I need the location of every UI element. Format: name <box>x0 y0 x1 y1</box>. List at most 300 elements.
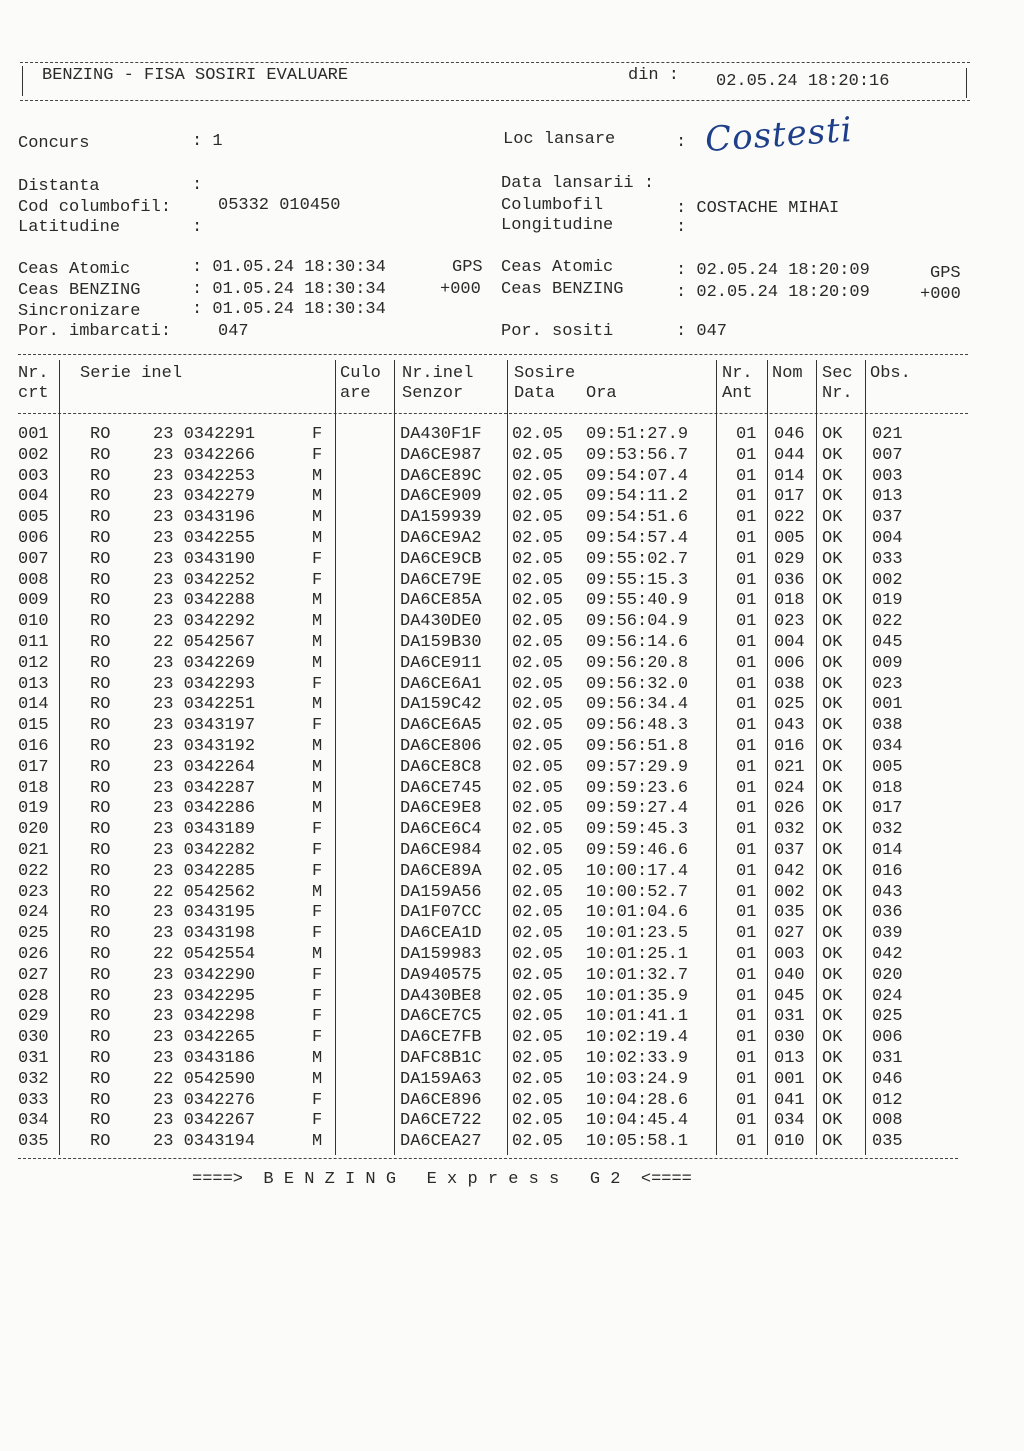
cell-sec-nr: OK <box>822 882 843 902</box>
cell-obs: 008 <box>872 1111 903 1131</box>
cell-nr-ant: 01 <box>736 778 757 798</box>
cell-arrival-date: 02.05 <box>512 445 564 465</box>
cell-nom: 035 <box>774 903 805 923</box>
cell-nom: 018 <box>774 591 805 611</box>
cell-nr-crt: 021 <box>18 841 49 860</box>
cell-ring-serial: 22 0542567 <box>153 633 256 652</box>
loc-lansare-handwritten: Costesti <box>703 109 854 161</box>
table-row <box>0 675 1024 696</box>
cell-sensor-id: DA6CE9E8 <box>400 799 482 819</box>
cell-nom: 041 <box>774 1090 805 1110</box>
cell-nr-crt: 022 <box>18 861 49 881</box>
cell-arrival-date: 02.05 <box>512 1090 564 1110</box>
cell-arrival-time: 09:59:27.4 <box>586 799 689 819</box>
cell-nr-ant: 01 <box>736 965 757 985</box>
cell-sensor-id: DA6CE911 <box>400 653 482 673</box>
cell-arrival-date: 02.05 <box>512 1028 564 1048</box>
cell-ring-serial: 23 0343192 <box>153 737 256 756</box>
cell-nr-ant: 01 <box>736 445 757 465</box>
cell-arrival-date: 02.05 <box>512 1111 564 1131</box>
cell-obs: 022 <box>872 612 903 632</box>
cell-obs: 024 <box>872 986 903 1006</box>
cell-sex: M <box>312 591 323 611</box>
cell-nr-crt: 020 <box>18 820 49 840</box>
cell-arrival-date: 02.05 <box>512 466 564 486</box>
cod-columbofil-value: 05332 010450 <box>218 196 341 215</box>
cell-nr-ant: 01 <box>736 945 757 964</box>
cell-nr-crt: 012 <box>18 653 49 673</box>
cell-sec-nr: OK <box>822 466 843 486</box>
cell-sensor-id: DA430DE0 <box>400 612 482 632</box>
cell-ring-serial: 23 0342255 <box>153 529 256 548</box>
cell-obs: 014 <box>872 841 903 860</box>
cell-sec-nr: OK <box>822 799 843 819</box>
sositi-value: : 047 <box>676 322 728 341</box>
cell-sec-nr: OK <box>822 487 843 507</box>
cell-nom: 029 <box>774 549 805 569</box>
cell-sex: M <box>312 1069 323 1089</box>
cell-ring-serial: 23 0343197 <box>153 716 256 736</box>
cell-sensor-id: DA159A63 <box>400 1069 482 1089</box>
cell-arrival-time: 09:56:20.8 <box>586 653 689 673</box>
cell-ring-serial: 22 0542590 <box>153 1069 256 1089</box>
cell-sensor-id: DA1F07CC <box>400 903 482 923</box>
latitudine-value: : <box>192 218 203 237</box>
cell-nr-ant: 01 <box>736 549 757 569</box>
cell-nr-crt: 030 <box>18 1028 49 1048</box>
cell-nr-crt: 033 <box>18 1090 49 1110</box>
cell-arrival-time: 09:53:56.7 <box>586 445 689 465</box>
th-nom: Nom <box>772 364 803 383</box>
cell-nr-crt: 013 <box>18 674 49 694</box>
cell-sex: M <box>312 466 323 486</box>
cell-country: RO <box>90 986 111 1006</box>
cell-ring-serial: 23 0342292 <box>153 612 256 632</box>
cell-arrival-time: 09:56:14.6 <box>586 633 689 652</box>
cell-nr-ant: 01 <box>736 591 757 611</box>
cell-arrival-time: 10:03:24.9 <box>586 1069 689 1089</box>
cell-obs: 042 <box>872 945 903 964</box>
cell-arrival-date: 02.05 <box>512 508 564 528</box>
cell-ring-serial: 23 0342267 <box>153 1111 256 1131</box>
cell-sec-nr: OK <box>822 674 843 694</box>
cell-nom: 024 <box>774 778 805 798</box>
cell-sec-nr: OK <box>822 1132 843 1152</box>
cell-sensor-id: DA6CE6A1 <box>400 674 482 694</box>
cell-country: RO <box>90 882 111 902</box>
cell-sec-nr: OK <box>822 529 843 548</box>
cell-sensor-id: DA159B30 <box>400 633 482 652</box>
cell-nr-crt: 017 <box>18 757 49 777</box>
th-culo: Culo <box>340 364 381 383</box>
cell-sex: M <box>312 799 323 819</box>
gps-label-2: GPS <box>930 264 961 283</box>
cell-nr-ant: 01 <box>736 861 757 881</box>
cell-obs: 006 <box>872 1028 903 1048</box>
loc-lansare-sep: : <box>676 133 687 152</box>
cell-obs: 021 <box>872 425 903 444</box>
cell-nr-crt: 029 <box>18 1007 49 1027</box>
cell-sex: M <box>312 737 323 756</box>
cell-sec-nr: OK <box>822 924 843 944</box>
imbarcati-value: 047 <box>218 322 249 341</box>
cell-arrival-time: 09:55:02.7 <box>586 549 689 569</box>
table-row <box>0 695 1024 716</box>
cell-nr-ant: 01 <box>736 799 757 819</box>
table-top-border <box>18 354 968 355</box>
cell-nr-ant: 01 <box>736 487 757 507</box>
cell-obs: 032 <box>872 820 903 840</box>
cell-nr-crt: 024 <box>18 903 49 923</box>
cell-nom: 006 <box>774 653 805 673</box>
cell-country: RO <box>90 737 111 756</box>
cell-nr-crt: 004 <box>18 487 49 507</box>
th-sosire: Sosire <box>514 364 576 383</box>
cell-sensor-id: DA6CE7FB <box>400 1028 482 1048</box>
cell-country: RO <box>90 425 111 444</box>
cell-arrival-date: 02.05 <box>512 1069 564 1089</box>
cell-nr-crt: 025 <box>18 924 49 944</box>
cell-arrival-time: 10:02:19.4 <box>586 1028 689 1048</box>
cell-arrival-date: 02.05 <box>512 778 564 798</box>
cod-columbofil-label: Cod columbofil: <box>18 198 172 217</box>
cell-arrival-date: 02.05 <box>512 1007 564 1027</box>
cell-arrival-time: 09:51:27.9 <box>586 425 689 444</box>
cell-ring-serial: 23 0342285 <box>153 861 256 881</box>
cell-country: RO <box>90 445 111 465</box>
cell-ring-serial: 23 0343198 <box>153 924 256 944</box>
cell-sensor-id: DA6CE89C <box>400 466 482 486</box>
cell-country: RO <box>90 633 111 652</box>
cell-nr-crt: 018 <box>18 778 49 798</box>
th-nr-ant: Nr. <box>722 364 753 383</box>
cell-arrival-date: 02.05 <box>512 633 564 652</box>
cell-sec-nr: OK <box>822 1028 843 1048</box>
cell-ring-serial: 23 0342291 <box>153 425 256 444</box>
data-lansarii-label: Data lansarii : <box>501 174 655 193</box>
cell-arrival-date: 02.05 <box>512 861 564 881</box>
cell-nr-ant: 01 <box>736 633 757 652</box>
cell-nr-ant: 01 <box>736 841 757 860</box>
table-row <box>0 903 1024 924</box>
cell-arrival-time: 10:00:52.7 <box>586 882 689 902</box>
cell-nom: 031 <box>774 1007 805 1027</box>
cell-nr-ant: 01 <box>736 924 757 944</box>
cell-ring-serial: 23 0342264 <box>153 757 256 777</box>
cell-ring-serial: 23 0342276 <box>153 1090 256 1110</box>
cell-country: RO <box>90 1028 111 1048</box>
cell-sex: F <box>312 986 323 1006</box>
cell-nr-crt: 006 <box>18 529 49 548</box>
cell-country: RO <box>90 1069 111 1089</box>
cell-nom: 036 <box>774 570 805 590</box>
cell-nr-crt: 015 <box>18 716 49 736</box>
cell-nr-crt: 001 <box>18 425 49 444</box>
cell-sec-nr: OK <box>822 945 843 964</box>
ceas-atomic-left: : 01.05.24 18:30:34 <box>192 258 386 277</box>
cell-arrival-date: 02.05 <box>512 716 564 736</box>
table-row <box>0 508 1024 529</box>
cell-nr-ant: 01 <box>736 882 757 902</box>
cell-country: RO <box>90 466 111 486</box>
cell-nom: 004 <box>774 633 805 652</box>
cell-obs: 017 <box>872 799 903 819</box>
ceas-benzing-label: Ceas BENZING <box>18 281 141 300</box>
cell-arrival-date: 02.05 <box>512 945 564 964</box>
cell-nr-crt: 023 <box>18 882 49 902</box>
cell-nr-crt: 035 <box>18 1132 49 1152</box>
cell-country: RO <box>90 716 111 736</box>
cell-obs: 038 <box>872 716 903 736</box>
cell-sex: M <box>312 633 323 652</box>
cell-arrival-date: 02.05 <box>512 653 564 673</box>
cell-sensor-id: DA6CE722 <box>400 1111 482 1131</box>
header-top-border <box>20 62 970 63</box>
cell-ring-serial: 23 0342286 <box>153 799 256 819</box>
footer-banner: ====> B E N Z I N G E x p r e s s G 2 <==== <box>192 1170 692 1189</box>
cell-sensor-id: DA6CE85A <box>400 591 482 611</box>
cell-country: RO <box>90 591 111 611</box>
cell-nr-crt: 028 <box>18 986 49 1006</box>
cell-sec-nr: OK <box>822 841 843 860</box>
cell-arrival-time: 10:02:33.9 <box>586 1049 689 1068</box>
cell-obs: 020 <box>872 965 903 985</box>
cell-sex: F <box>312 820 323 840</box>
cell-arrival-time: 09:55:15.3 <box>586 570 689 590</box>
cell-ring-serial: 23 0343190 <box>153 549 256 569</box>
cell-nr-crt: 032 <box>18 1069 49 1089</box>
cell-arrival-time: 10:01:04.6 <box>586 903 689 923</box>
cell-sensor-id: DA430BE8 <box>400 986 482 1006</box>
cell-nom: 030 <box>774 1028 805 1048</box>
cell-nr-ant: 01 <box>736 570 757 590</box>
cell-nom: 038 <box>774 674 805 694</box>
cell-arrival-time: 09:54:57.4 <box>586 529 689 548</box>
cell-nom: 022 <box>774 508 805 528</box>
cell-sec-nr: OK <box>822 820 843 840</box>
cell-nom: 046 <box>774 425 805 444</box>
cell-obs: 012 <box>872 1090 903 1110</box>
cell-arrival-time: 09:56:34.4 <box>586 695 689 715</box>
cell-arrival-date: 02.05 <box>512 882 564 902</box>
cell-sensor-id: DA159983 <box>400 945 482 964</box>
cell-arrival-time: 09:59:23.6 <box>586 778 689 798</box>
cell-country: RO <box>90 903 111 923</box>
cell-nom: 044 <box>774 445 805 465</box>
cell-obs: 046 <box>872 1069 903 1089</box>
cell-obs: 039 <box>872 924 903 944</box>
cell-sex: F <box>312 1090 323 1110</box>
cell-country: RO <box>90 570 111 590</box>
cell-nom: 014 <box>774 466 805 486</box>
table-row <box>0 612 1024 633</box>
th-are: are <box>340 384 371 403</box>
cell-sec-nr: OK <box>822 986 843 1006</box>
cell-ring-serial: 23 0342252 <box>153 570 256 590</box>
cell-sensor-id: DA6CE745 <box>400 778 482 798</box>
cell-ring-serial: 23 0343196 <box>153 508 256 528</box>
report-datetime: 02.05.24 18:20:16 <box>716 72 890 91</box>
cell-arrival-date: 02.05 <box>512 529 564 548</box>
cell-nom: 043 <box>774 716 805 736</box>
table-row <box>0 425 1024 446</box>
cell-ring-serial: 23 0342266 <box>153 445 256 465</box>
cell-nr-ant: 01 <box>736 695 757 715</box>
concurs-label: Concurs <box>18 134 90 153</box>
cell-arrival-time: 09:56:32.0 <box>586 674 689 694</box>
table-row <box>0 467 1024 488</box>
cell-country: RO <box>90 757 111 777</box>
cell-nom: 032 <box>774 820 805 840</box>
cell-obs: 045 <box>872 633 903 652</box>
ceas-benzing-left: : 01.05.24 18:30:34 <box>192 280 386 299</box>
cell-arrival-time: 09:56:04.9 <box>586 612 689 632</box>
cell-obs: 037 <box>872 508 903 528</box>
cell-sensor-id: DA6CE7C5 <box>400 1007 482 1027</box>
cell-nom: 017 <box>774 487 805 507</box>
th-serie-inel: Serie inel <box>80 364 183 383</box>
table-row <box>0 1007 1024 1028</box>
cell-nom: 016 <box>774 737 805 756</box>
table-row <box>0 446 1024 467</box>
cell-arrival-date: 02.05 <box>512 903 564 923</box>
cell-obs: 043 <box>872 882 903 902</box>
loc-lansare-label: Loc lansare <box>503 130 616 149</box>
cell-nom: 037 <box>774 841 805 860</box>
cell-sec-nr: OK <box>822 965 843 985</box>
cell-nr-crt: 027 <box>18 965 49 985</box>
cell-sec-nr: OK <box>822 445 843 465</box>
cell-arrival-date: 02.05 <box>512 1049 564 1068</box>
cell-sex: M <box>312 757 323 777</box>
cell-country: RO <box>90 653 111 673</box>
cell-sensor-id: DAFC8B1C <box>400 1049 482 1068</box>
cell-nr-ant: 01 <box>736 425 757 444</box>
cell-country: RO <box>90 487 111 507</box>
cell-sex: M <box>312 882 323 902</box>
cell-country: RO <box>90 924 111 944</box>
columbofil-label: Columbofil <box>501 196 604 215</box>
longitudine-value: : <box>676 218 687 237</box>
cell-sec-nr: OK <box>822 778 843 798</box>
cell-sensor-id: DA6CE79E <box>400 570 482 590</box>
cell-nom: 002 <box>774 882 805 902</box>
cell-sex: M <box>312 612 323 632</box>
cell-sensor-id: DA159C42 <box>400 695 482 715</box>
cell-sex: F <box>312 1007 323 1027</box>
cell-sec-nr: OK <box>822 1007 843 1027</box>
th-ant: Ant <box>722 384 753 403</box>
distanta-value: : <box>192 176 203 195</box>
cell-country: RO <box>90 965 111 985</box>
cell-nom: 010 <box>774 1132 805 1152</box>
cell-nr-crt: 014 <box>18 695 49 715</box>
cell-nr-ant: 01 <box>736 737 757 756</box>
th-obs: Obs. <box>870 364 911 383</box>
cell-ring-serial: 23 0342251 <box>153 695 256 715</box>
table-row <box>0 654 1024 675</box>
cell-nr-ant: 01 <box>736 1007 757 1027</box>
cell-arrival-time: 10:01:41.1 <box>586 1007 689 1027</box>
cell-nr-crt: 019 <box>18 799 49 819</box>
cell-ring-serial: 23 0342282 <box>153 841 256 860</box>
sositi-label: Por. sositi <box>501 322 614 341</box>
cell-nr-ant: 01 <box>736 1111 757 1131</box>
table-row <box>0 1070 1024 1091</box>
cell-sex: F <box>312 570 323 590</box>
cell-arrival-time: 09:56:51.8 <box>586 737 689 756</box>
cell-sex: F <box>312 716 323 736</box>
cell-arrival-date: 02.05 <box>512 986 564 1006</box>
cell-country: RO <box>90 674 111 694</box>
table-row <box>0 799 1024 820</box>
cell-country: RO <box>90 1111 111 1131</box>
cell-sex: F <box>312 549 323 569</box>
cell-sec-nr: OK <box>822 549 843 569</box>
cell-ring-serial: 23 0343186 <box>153 1049 256 1068</box>
cell-ring-serial: 23 0342293 <box>153 674 256 694</box>
cell-arrival-time: 10:00:17.4 <box>586 861 689 881</box>
table-row <box>0 1111 1024 1132</box>
cell-sensor-id: DA6CE909 <box>400 487 482 507</box>
cell-sex: F <box>312 674 323 694</box>
cell-arrival-time: 09:54:11.2 <box>586 487 689 507</box>
cell-nr-crt: 008 <box>18 570 49 590</box>
cell-sensor-id: DA430F1F <box>400 425 482 444</box>
longitudine-label: Longitudine <box>501 216 614 235</box>
cell-nom: 040 <box>774 965 805 985</box>
cell-ring-serial: 23 0342290 <box>153 965 256 985</box>
cell-sex: F <box>312 1028 323 1048</box>
cell-nr-ant: 01 <box>736 1069 757 1089</box>
header-bottom-border <box>20 100 970 101</box>
cell-sec-nr: OK <box>822 425 843 444</box>
cell-ring-serial: 22 0542554 <box>153 945 256 964</box>
cell-arrival-date: 02.05 <box>512 591 564 611</box>
cell-nom: 023 <box>774 612 805 632</box>
din-label: din : <box>628 66 680 85</box>
cell-ring-serial: 22 0542562 <box>153 882 256 902</box>
table-row <box>0 737 1024 758</box>
cell-arrival-date: 02.05 <box>512 487 564 507</box>
cell-country: RO <box>90 549 111 569</box>
ceas-atomic-label: Ceas Atomic <box>18 260 131 279</box>
table-row <box>0 987 1024 1008</box>
cell-arrival-time: 09:56:48.3 <box>586 716 689 736</box>
cell-obs: 013 <box>872 487 903 507</box>
table-row <box>0 841 1024 862</box>
cell-sensor-id: DA6CE9A2 <box>400 529 482 548</box>
cell-ring-serial: 23 0342253 <box>153 466 256 486</box>
cell-ring-serial: 23 0342287 <box>153 778 256 798</box>
cell-obs: 009 <box>872 653 903 673</box>
ceas-atomic-right: : 02.05.24 18:20:09 <box>676 261 870 280</box>
cell-sensor-id: DA6CE89A <box>400 861 482 881</box>
cell-country: RO <box>90 945 111 964</box>
cell-nr-crt: 034 <box>18 1111 49 1131</box>
cell-arrival-time: 10:01:35.9 <box>586 986 689 1006</box>
table-row <box>0 1091 1024 1112</box>
cell-arrival-time: 10:05:58.1 <box>586 1132 689 1152</box>
cell-sex: F <box>312 841 323 860</box>
header-right-border <box>966 68 967 98</box>
cell-arrival-time: 10:04:45.4 <box>586 1111 689 1131</box>
cell-nr-ant: 01 <box>736 674 757 694</box>
cell-nr-ant: 01 <box>736 820 757 840</box>
cell-arrival-time: 09:54:07.4 <box>586 466 689 486</box>
cell-sensor-id: DA6CEA27 <box>400 1132 482 1152</box>
cell-sensor-id: DA6CE896 <box>400 1090 482 1110</box>
